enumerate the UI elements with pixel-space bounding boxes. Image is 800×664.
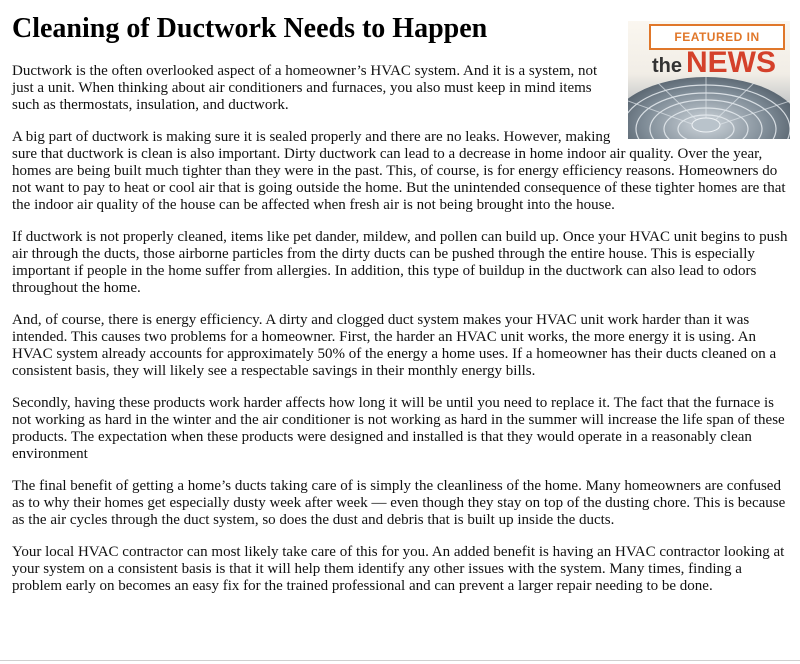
- paragraph-5: Secondly, having these products work harder affects how long it will be until you need to replace it. The fact that the furnace is not working as hard in the winter and the air conditioner is not working as hard in the summer will increase the life span of these products. The expectation when these products were designed and installed is that they would operate in a reasonably clean environment: [12, 395, 785, 462]
- news-label: NEWS: [686, 46, 776, 79]
- paragraph-1: Ductwork is the often overlooked aspect of a homeowner’s HVAC system. And it is a system, not just a unit. When thinking about air conditioners and furnaces, you also must keep in mind items such as thermostats, insulation, and ductwork.: [12, 63, 598, 113]
- paragraph-3: If ductwork is not properly cleaned, items like pet dander, mildew, and pollen can build up. Once your HVAC unit begins to push air through the ducts, those airborne particles from the dirty ducts can be pushed through the entire house. This is especially important if people in the home suffer from allergies. In addition, this type of buildup in the ductwork can also lead to odors throughout the home.: [12, 229, 788, 296]
- paragraph-7: Your local HVAC contractor can most likely take care of this for you. An added benefit is having an HVAC contractor looking at your system on a consistent basis is that it will help them identify any other issues with the system. Many times, finding a problem early on becomes an easy fix for the trained professional and can prevent a larger repair needing to be done.: [12, 544, 785, 594]
- featured-in-the-news-image: [628, 21, 790, 139]
- article-title: Cleaning of Ductwork Needs to Happen: [12, 13, 488, 44]
- the-label: the: [652, 55, 682, 77]
- paragraph-4: And, of course, there is energy efficiency. A dirty and clogged duct system makes your HVAC unit work harder than it was intended. This causes two problems for a homeowner. First, the harder an HVAC unit works, the more energy it is using. An HVAC system already accounts for approximately 50% of the energy a home uses. If a homeowner has their ducts cleaned on a consistent basis, they will likely see a respectable savings in their monthly energy bills.: [12, 312, 777, 379]
- paragraph-2: A big part of ductwork is making sure it is sealed properly and there are no leaks. However, making sure that ductwork is clean is also important. Dirty ductwork can lead to a decrease in home indoor air quality. Over the year, homes are being built much tighter than they were in the past. This, of course, is for energy efficiency reasons. Homeowners do not want to pay to heat or cool air that is going outside the home. But the unintended consequence of these tighter homes are that the indoor air quality of the house can be affected when fresh air is not being brought into the house.: [12, 129, 786, 213]
- bottom-divider: [0, 660, 800, 661]
- paragraph-6: The final benefit of getting a home’s ducts taking care of is simply the cleanliness of the home. Many homeowners are confused as to why their homes get especially dusty week after week — even though they stay on top of the dusting chore. This is because as the air cycles through the duct system, so does the dust and debris that is built up inside the ducts.: [12, 478, 786, 528]
- featured-in-label: FEATURED IN: [674, 30, 760, 44]
- article: [12, 8, 790, 610]
